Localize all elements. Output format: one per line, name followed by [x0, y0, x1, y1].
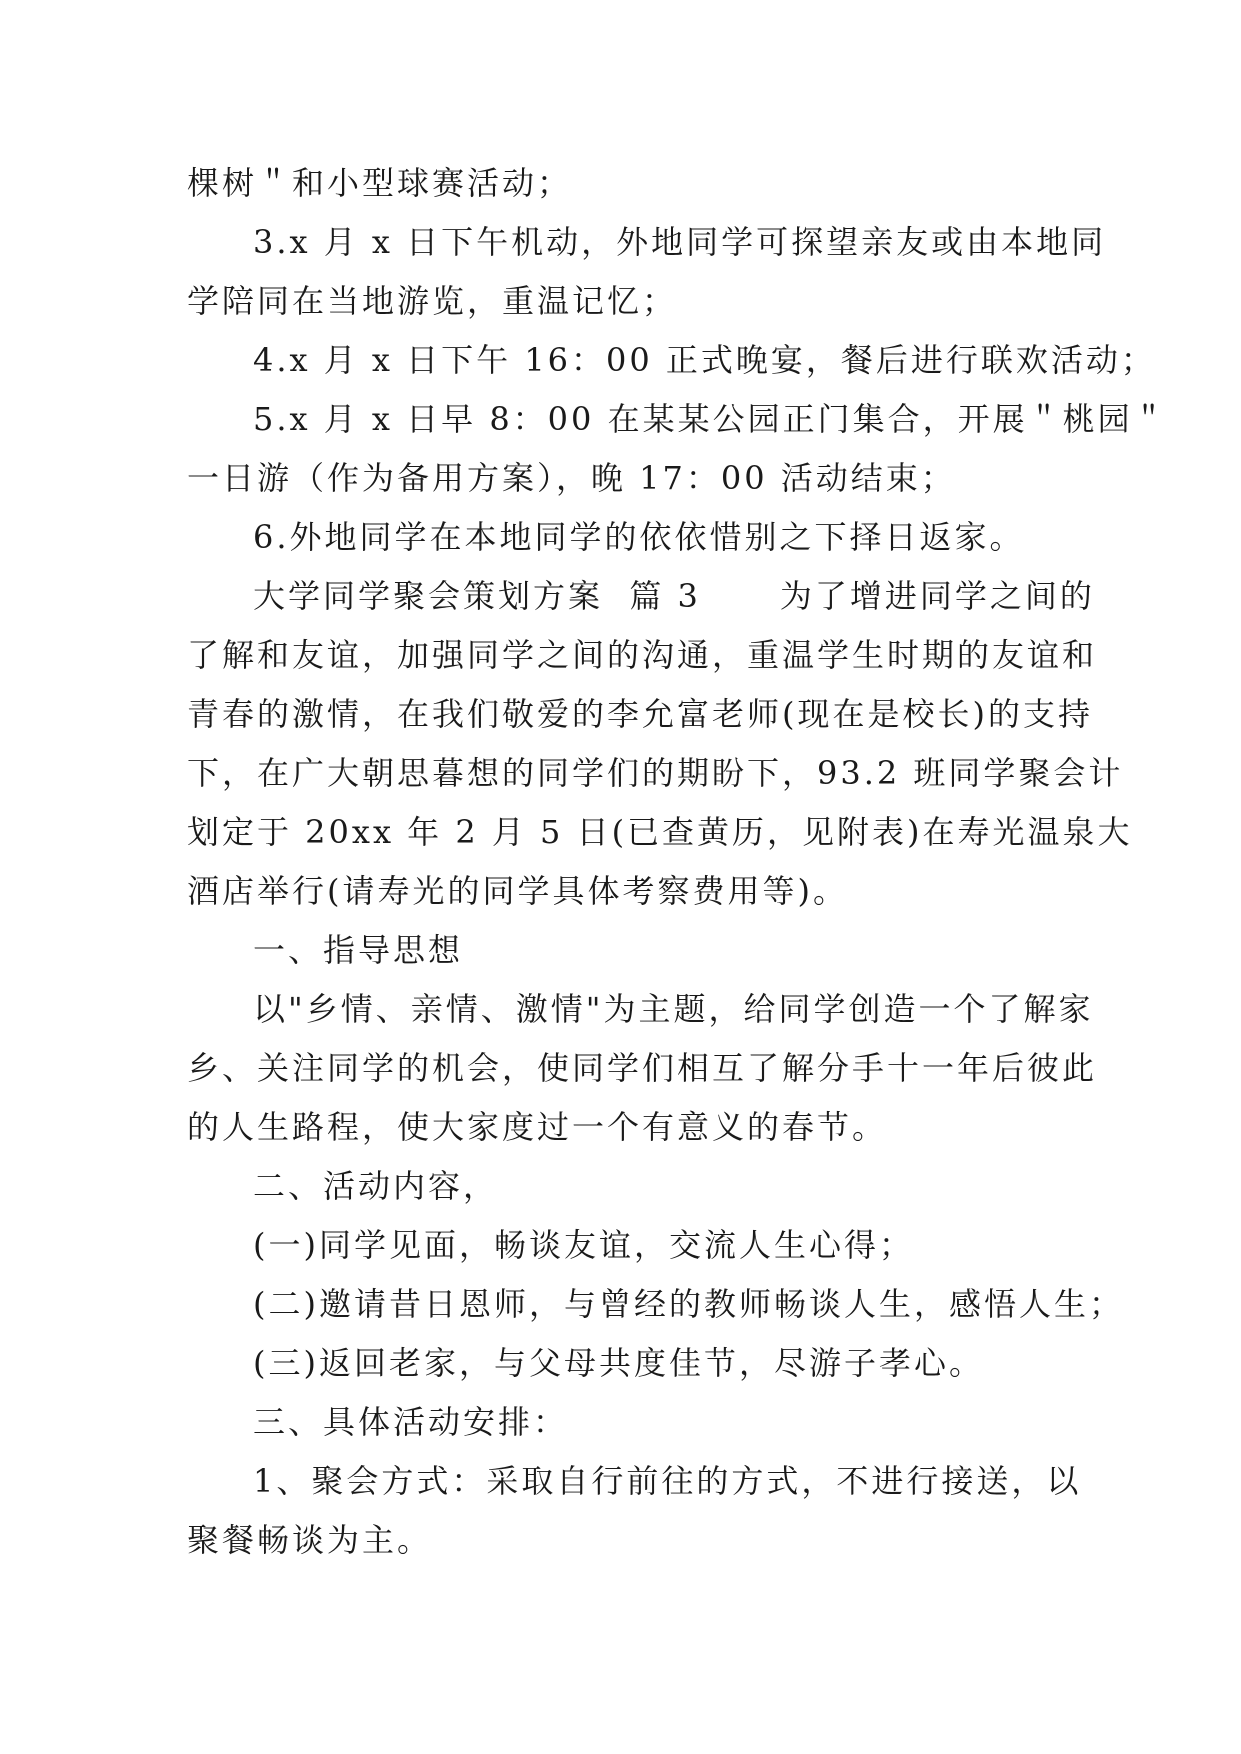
list-item: (二)邀请昔日恩师，与曾经的教师畅谈人生，感悟人生；: [253, 1285, 1124, 1323]
text-line: 以"乡情、亲情、激情"为主题，给同学创造一个了解家: [253, 990, 1094, 1028]
section-heading: 三、具体活动安排：: [253, 1403, 569, 1441]
section-heading: 一、指导思想: [253, 931, 464, 969]
text-line: 了解和友谊，加强同学之间的沟通，重温学生时期的友谊和: [187, 636, 1098, 674]
text-line: 5.x 月 x 日早 8：00 在某某公园正门集合，开展＂桃园＂: [253, 400, 1168, 438]
section-heading-line: 大学同学聚会策划方案 篇 3 为了增进同学之间的: [253, 577, 1095, 615]
text-line: 1、聚会方式：采取自行前往的方式，不进行接送，以: [253, 1462, 1082, 1500]
text-line: 棵树＂和小型球赛活动；: [187, 164, 573, 202]
text-line: 学陪同在当地游览，重温记忆；: [187, 282, 678, 320]
list-item: (一)同学见面，畅谈友谊，交流人生心得；: [253, 1226, 914, 1264]
list-item: (三)返回老家，与父母共度佳节，尽游子孝心。: [253, 1344, 984, 1382]
text-line: 酒店举行(请寿光的同学具体考察费用等)。: [187, 872, 848, 910]
text-line: 一日游（作为备用方案），晚 17：00 活动结束；: [187, 459, 956, 497]
text-line: 聚餐畅谈为主。: [187, 1521, 433, 1559]
text-line: 4.x 月 x 日下午 16：00 正式晚宴，餐后进行联欢活动；: [253, 341, 1156, 379]
text-line: 3.x 月 x 日下午机动，外地同学可探望亲友或由本地同: [253, 223, 1107, 261]
text-line: 青春的激情，在我们敬爱的李允富老师(现在是校长)的支持: [187, 695, 1093, 733]
section-heading: 二、活动内容，: [253, 1167, 499, 1205]
text-line: 6.外地同学在本地同学的依依惜别之下择日返家。: [253, 518, 1025, 556]
document-body: [187, 154, 1168, 1570]
text-line: 的人生路程，使大家度过一个有意义的春节。: [187, 1108, 888, 1146]
text-line: 乡、关注同学的机会，使同学们相互了解分手十一年后彼此: [187, 1049, 1098, 1087]
text-line: 划定于 20xx 年 2 月 5 日(已查黄历，见附表)在寿光温泉大: [187, 813, 1133, 851]
text-line: 下，在广大朝思暮想的同学们的期盼下，93.2 班同学聚会计: [187, 754, 1124, 792]
